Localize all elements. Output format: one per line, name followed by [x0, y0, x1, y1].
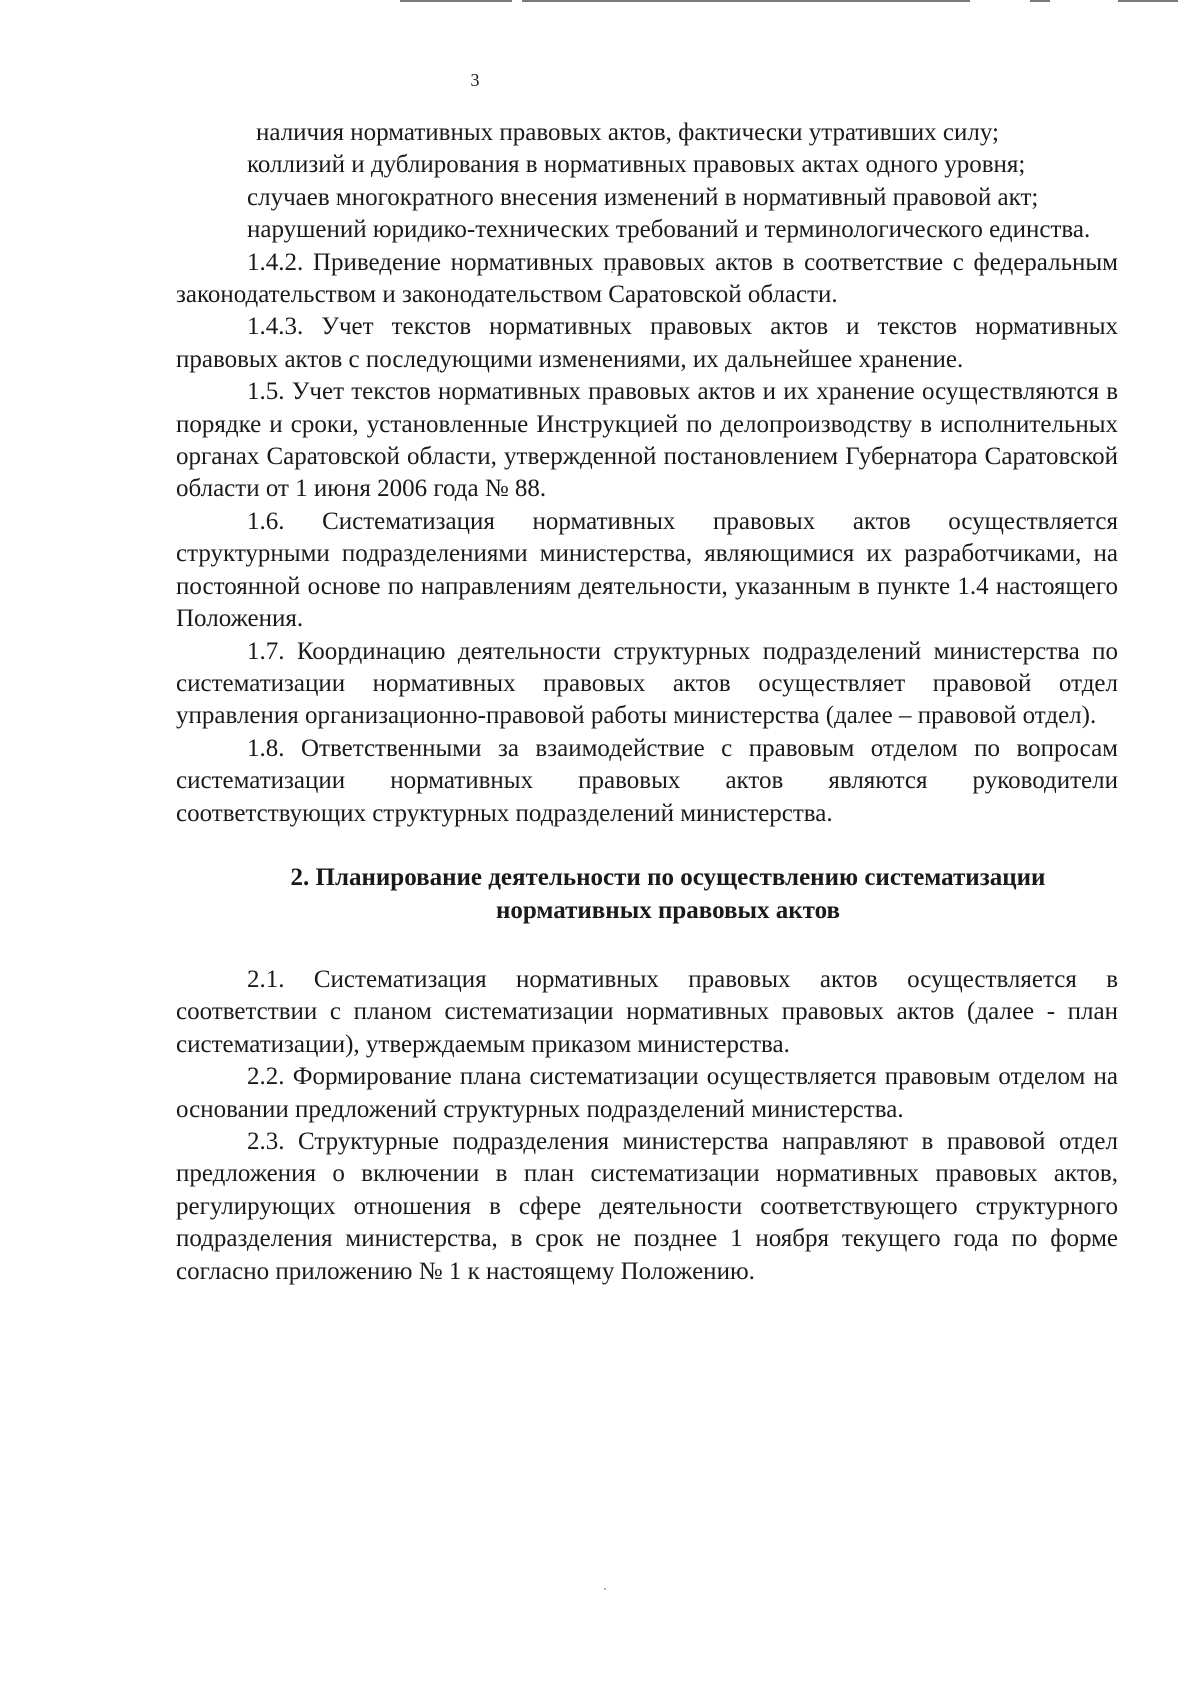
scan-edge-line: [1118, 0, 1178, 2]
paragraph: 2.2. Формирование плана систематизации осуществляется правовым отделом на основании предложений структурных подразделений министерства.: [176, 1063, 1118, 1123]
paragraph: 1.4.2. Приведение нормативных правовых актов в соответствие с федеральным законодательством и законодательством Саратовской области.: [176, 248, 1118, 309]
section-heading: [176, 861, 1118, 927]
paragraph: случаев многократного внесения изменений в нормативный правовой акт;: [247, 183, 1039, 211]
paragraph: 1.6. Систематизация нормативных правовых актов осуществляется структурными подразделениями министерства, являющимися их разработчиками, на постоянной основе по направлениям деятельности, указанным в пункте 1.4 настоящего Положения.: [176, 507, 1118, 633]
paragraph: 2.1. Систематизация нормативных правовых актов осуществляется в соответствии с планом систематизации нормативных правовых актов (далее - план систематизации), утверждаемым приказом министерства.: [176, 965, 1118, 1058]
scan-edge-line: [522, 0, 970, 2]
paragraph: 2.3. Структурные подразделения министерства направляют в правовой отдел предложения о включении в план систематизации нормативных правовых актов, регулирующих отношения в сфере деятельности соответствующего структурного подразделения министерства, в срок не позднее 1 ноября текущего года по форме согласно приложению № 1 к настоящему Положению.: [176, 1127, 1118, 1285]
page-number: 3: [470, 70, 480, 90]
body-text-before: [176, 117, 1118, 830]
body-text-after: [176, 964, 1118, 1288]
paragraph: наличия нормативных правовых актов, фактически утративших силу;: [256, 119, 999, 146]
paragraph: 1.7. Координацию деятельности структурных подразделений министерства по систематизации нормативных правовых актов осуществляет правовой отдел управления организационно-правовой работы министерства (далее – правовой отдел).: [176, 637, 1118, 730]
paragraph: нарушений юридико-технических требований и терминологического единства.: [247, 216, 1091, 244]
scan-edge-line: [400, 0, 512, 2]
section-heading-line: 2. Планирование деятельности по осуществлению систематизации: [290, 863, 1046, 891]
scan-speck: [604, 1588, 606, 1590]
paragraph: 1.8. Ответственными за взаимодействие с правовым отделом по вопросам систематизации нормативных правовых актов являются руководители соответствующих структурных подразделений министерства.: [176, 734, 1118, 827]
paragraph: коллизий и дублирования в нормативных правовых актах одного уровня;: [247, 151, 1026, 179]
section-heading-line: нормативных правовых актов: [495, 896, 841, 924]
paragraph: 1.4.3. Учет текстов нормативных правовых актов и текстов нормативных правовых актов с последующими изменениями, их дальнейшее хранение.: [176, 313, 1118, 373]
scan-edge-line: [1030, 0, 1050, 2]
paragraph: 1.5. Учет текстов нормативных правовых актов и их хранение осуществляются в порядке и сроки, установленные Инструкцией по делопроизводству в исполнительных органах Саратовской области, утвержденной постановлением Губернатора Саратовской области от 1 июня 2006 года № 88.: [176, 378, 1118, 503]
document-page: [176, 70, 1118, 1288]
